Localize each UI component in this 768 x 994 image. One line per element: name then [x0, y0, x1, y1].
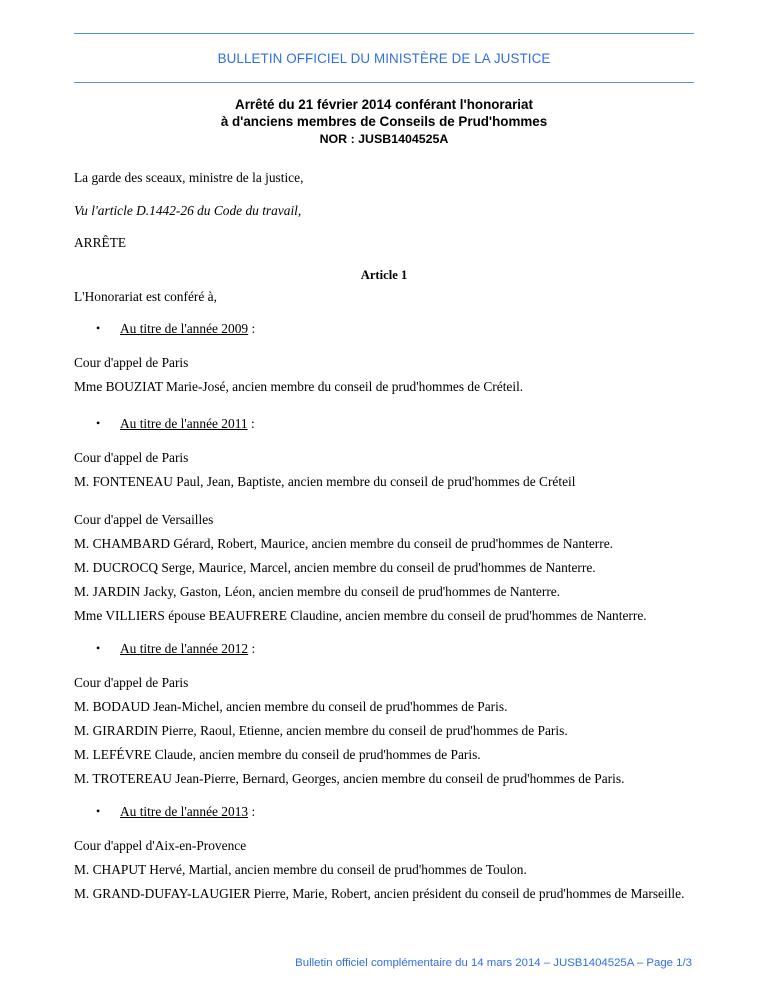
arrete-heading: ARRÊTE	[74, 235, 127, 250]
court-name: Cour d'appel de Paris	[74, 675, 189, 690]
member-line: M. GRAND-DUFAY-LAUGIER Pierre, Marie, Robert, ancien président du conseil de prud'hommes de Marseille.	[74, 886, 685, 901]
header-bottom-rule	[74, 82, 694, 83]
member-line: M. FONTENEAU Paul, Jean, Baptiste, ancien membre du conseil de prud'hommes de Créteil	[74, 474, 576, 489]
section-2011-label: Au titre de l'année 2011 :	[120, 416, 255, 431]
member-line: M. BODAUD Jean-Michel, ancien membre du conseil de prud'hommes de Paris.	[74, 699, 508, 714]
document-title-line-2: à d'anciens membres de Conseils de Prud'hommes	[220, 114, 548, 129]
court-name: Cour d'appel de Paris	[74, 355, 189, 370]
bullet-icon: •	[96, 416, 101, 430]
article-lead: L'Honorariat est conféré à,	[74, 289, 217, 304]
member-line: M. CHAPUT Hervé, Martial, ancien membre du conseil de prud'hommes de Toulon.	[74, 862, 527, 877]
bullet-icon: •	[96, 804, 101, 818]
document-title-line-1: Arrêté du 21 février 2014 conférant l'honorariat	[235, 97, 533, 112]
article-1-heading: Article 1	[360, 268, 408, 282]
bulletin-header-title: BULLETIN OFFICIEL DU MINISTÈRE DE LA JUSTICE	[217, 51, 551, 66]
member-line: M. CHAMBARD Gérard, Robert, Maurice, ancien membre du conseil de prud'hommes de Nanterre.	[74, 536, 614, 551]
member-line: M. TROTEREAU Jean-Pierre, Bernard, Georges, ancien membre du conseil de prud'hommes de Paris.	[74, 771, 625, 786]
court-name: Cour d'appel de Paris	[74, 450, 189, 465]
court-name: Cour d'appel d'Aix-en-Provence	[74, 838, 247, 853]
member-line: M. LEFÉVRE Claude, ancien membre du conseil de prud'hommes de Paris.	[74, 747, 481, 762]
member-line: Mme VILLIERS épouse BEAUFRERE Claudine, ancien membre du conseil de prud'hommes de Nanterre.	[74, 608, 647, 623]
visa-line: Vu l'article D.1442-26 du Code du travail,	[74, 203, 302, 218]
page-footer: Bulletin officiel complémentaire du 14 mars 2014 – JUSB1404525A – Page 1/3	[295, 957, 692, 969]
section-2009-label: Au titre de l'année 2009 :	[120, 321, 256, 336]
member-line: Mme BOUZIAT Marie-José, ancien membre du conseil de prud'hommes de Créteil.	[74, 379, 524, 394]
nor-reference: NOR : JUSB1404525A	[319, 132, 449, 146]
court-name: Cour d'appel de Versailles	[74, 512, 214, 527]
section-2013-label: Au titre de l'année 2013 :	[120, 804, 256, 819]
bullet-icon: •	[96, 641, 101, 655]
member-line: M. JARDIN Jacky, Gaston, Léon, ancien membre du conseil de prud'hommes de Nanterre.	[74, 584, 561, 599]
header-top-rule	[74, 33, 694, 34]
section-2012-label: Au titre de l'année 2012 :	[120, 641, 256, 656]
bullet-icon: •	[96, 321, 101, 335]
member-line: M. GIRARDIN Pierre, Raoul, Etienne, ancien membre du conseil de prud'hommes de Paris.	[74, 723, 568, 738]
minister-line: La garde des sceaux, ministre de la justice,	[74, 170, 304, 185]
member-line: M. DUCROCQ Serge, Maurice, Marcel, ancien membre du conseil de prud'hommes de Nanterre.	[74, 560, 596, 575]
